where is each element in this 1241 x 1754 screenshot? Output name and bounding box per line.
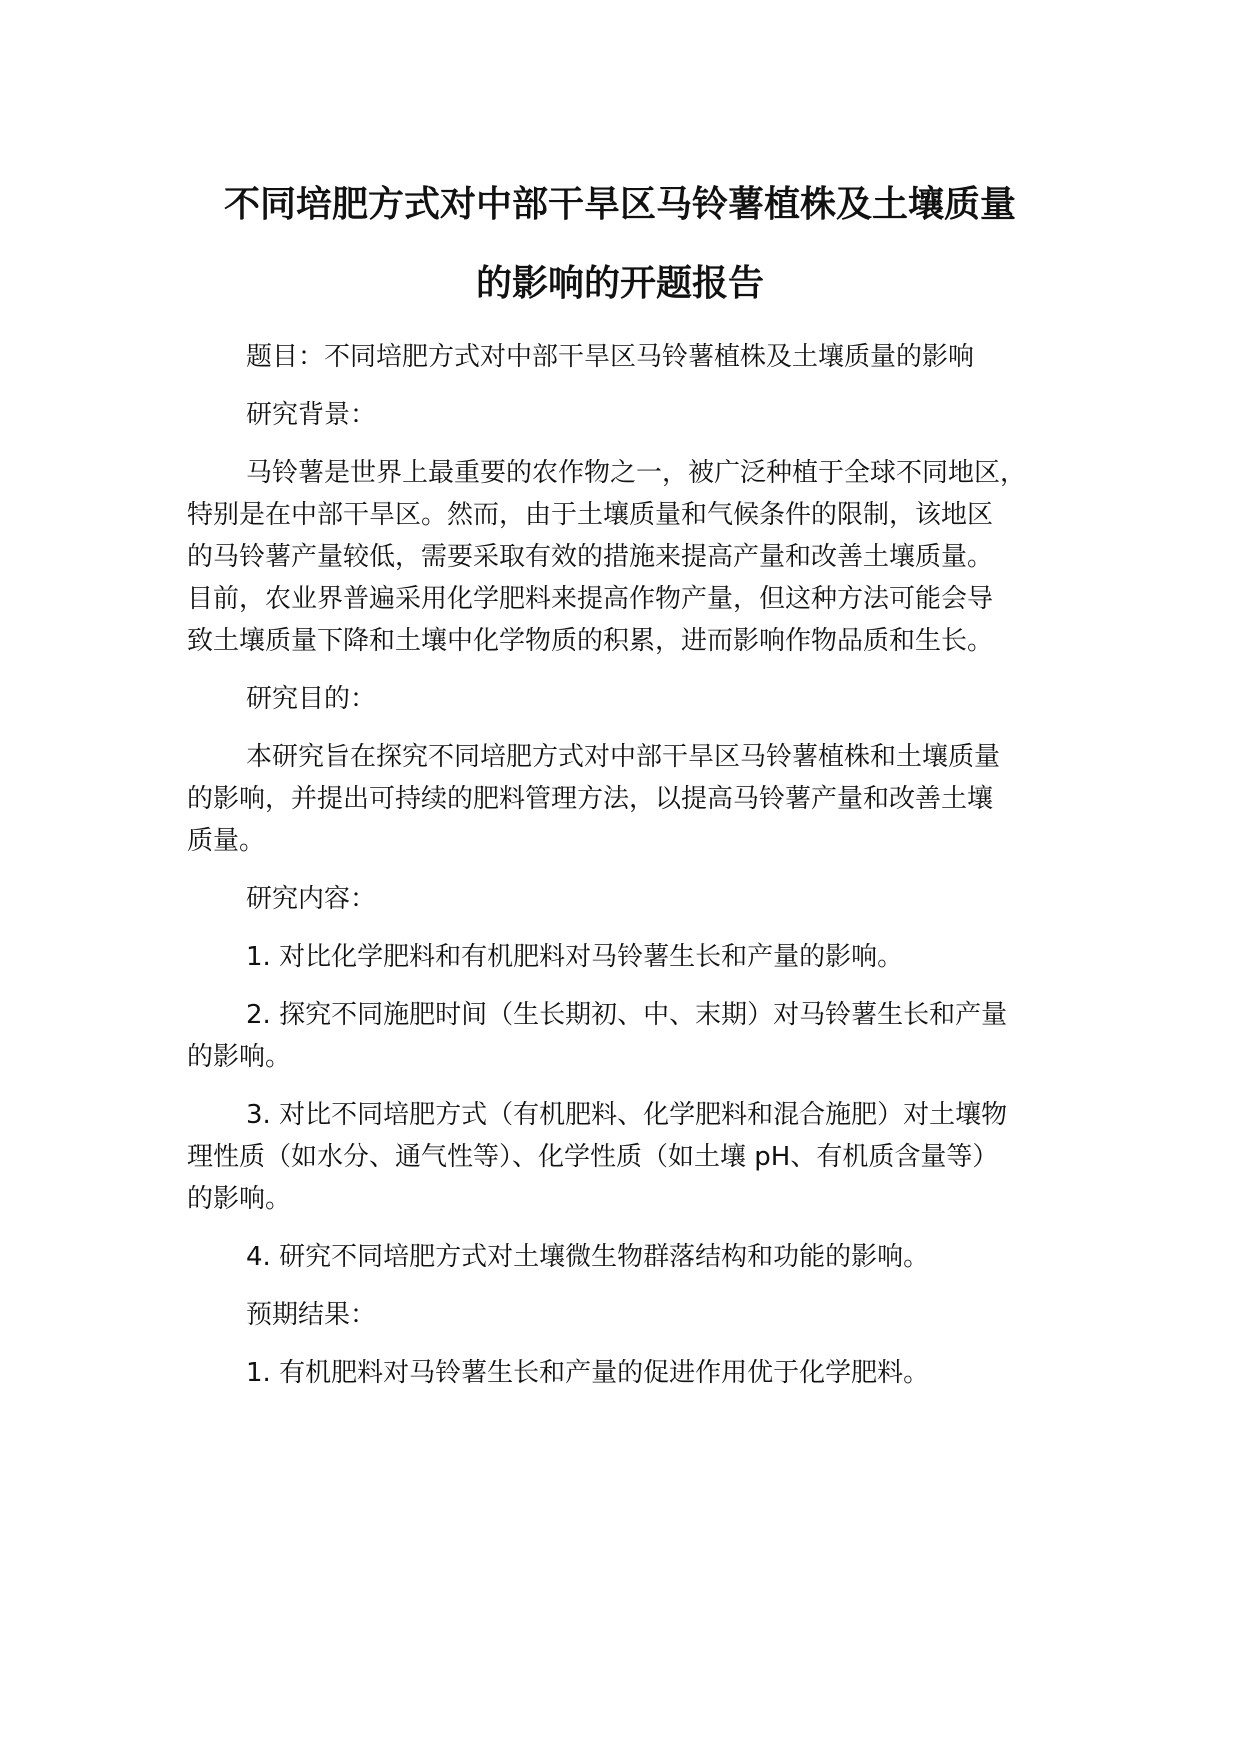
paragraph-line: 致土壤质量下降和土壤中化学物质的积累，进而影响作物品质和生长。 bbox=[187, 626, 994, 656]
paragraph-line: 目前，农业界普遍采用化学肥料来提高作物产量，但这种方法可能会导 bbox=[187, 584, 994, 614]
topic-line: 题目：不同培肥方式对中部干旱区马铃薯植株及土壤质量的影响 bbox=[246, 342, 975, 372]
section-heading-expected-results: 预期结果： bbox=[246, 1300, 377, 1330]
paragraph-line: 本研究旨在探究不同培肥方式对中部干旱区马铃薯植株和土壤质量 bbox=[246, 742, 1001, 772]
list-item-continuation: 理性质（如水分、通气性等）、化学性质（如土壤 pH、有机质含量等） bbox=[187, 1142, 999, 1172]
section-heading-purpose: 研究目的： bbox=[246, 684, 377, 714]
list-item: 1. 有机肥料对马铃薯生长和产量的促进作用优于化学肥料。 bbox=[246, 1358, 930, 1388]
list-item: 2. 探究不同施肥时间（生长期初、中、末期）对马铃薯生长和产量 bbox=[246, 1000, 1008, 1030]
paragraph-line: 特别是在中部干旱区。然而，由于土壤质量和气候条件的限制，该地区 bbox=[187, 500, 994, 530]
list-item-continuation: 的影响。 bbox=[187, 1184, 292, 1214]
document-title-line-1: 不同培肥方式对中部干旱区马铃薯植株及土壤质量 bbox=[223, 184, 1016, 225]
paragraph-line: 的马铃薯产量较低，需要采取有效的措施来提高产量和改善土壤质量。 bbox=[187, 542, 994, 572]
paragraph-line: 的影响，并提出可持续的肥料管理方法，以提高马铃薯产量和改善土壤 bbox=[187, 784, 994, 814]
list-item: 3. 对比不同培肥方式（有机肥料、化学肥料和混合施肥）对土壤物 bbox=[246, 1100, 1008, 1130]
section-heading-background: 研究背景： bbox=[246, 400, 377, 430]
paragraph-line: 马铃薯是世界上最重要的农作物之一，被广泛种植于全球不同地区， bbox=[246, 458, 1027, 488]
list-item: 4. 研究不同培肥方式对土壤微生物群落结构和功能的影响。 bbox=[246, 1242, 930, 1272]
document-title-line-2: 的影响的开题报告 bbox=[475, 263, 764, 304]
section-heading-content: 研究内容： bbox=[246, 884, 377, 914]
list-item-continuation: 的影响。 bbox=[187, 1042, 292, 1072]
paragraph-line: 质量。 bbox=[187, 826, 266, 856]
list-item: 1. 对比化学肥料和有机肥料对马铃薯生长和产量的影响。 bbox=[246, 942, 904, 972]
